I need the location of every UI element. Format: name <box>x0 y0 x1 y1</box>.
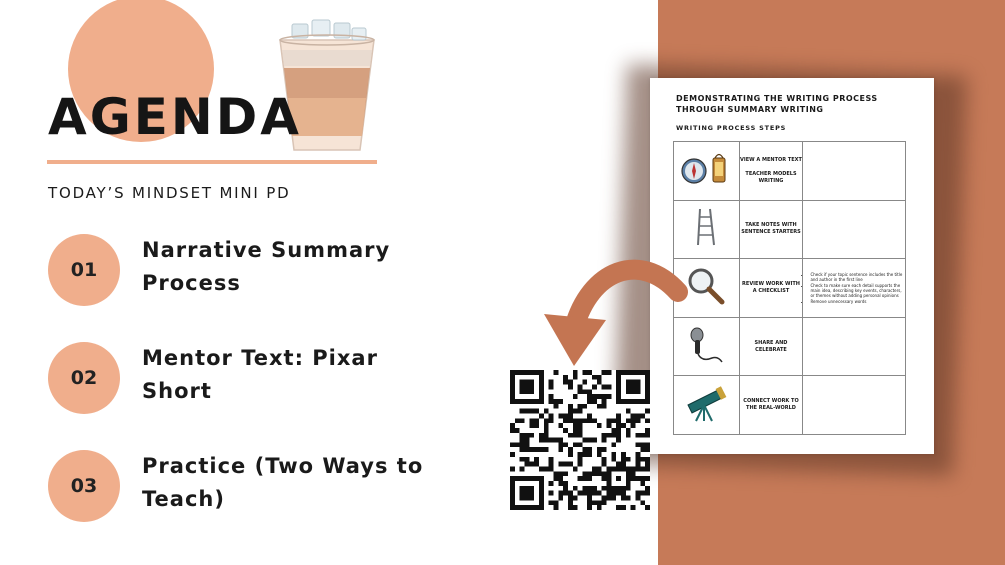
agenda-title: AGENDA <box>48 88 302 146</box>
checklist-notes <box>803 272 905 304</box>
agenda-item-text: Practice (Two Ways to Teach) <box>142 454 424 511</box>
ladder-icon <box>696 207 716 247</box>
agenda-number-badge: 01 <box>48 234 120 306</box>
table-row <box>674 376 906 435</box>
step-label-secondary: TEACHER MODELS WRITING <box>745 170 797 184</box>
writing-steps-table <box>673 141 906 435</box>
step-label: SHARE AND CELEBRATE <box>754 339 788 353</box>
worksheet-title: DEMONSTRATING THE WRITING PROCESS THROUGH SUMMARY WRITING <box>676 94 878 114</box>
step-label: VIEW A MENTOR TEXT <box>740 156 802 163</box>
step-label: CONNECT WORK TO THE REAL-WORLD <box>743 398 799 412</box>
agenda-item-3 <box>48 450 448 530</box>
agenda-subtitle: TODAY’S MINDSET MINI PD <box>48 184 291 202</box>
step-notes-empty <box>803 376 906 435</box>
magnifying-glass-icon <box>686 266 726 306</box>
table-row <box>674 259 906 318</box>
qr-code-icon <box>510 370 650 510</box>
table-row <box>674 142 906 201</box>
microphone-icon <box>688 326 724 364</box>
step-label: TAKE NOTES WITH SENTENCE STARTERS <box>741 222 801 236</box>
step-notes-empty <box>803 200 906 259</box>
agenda-item-2 <box>48 342 448 422</box>
agenda-item-1 <box>48 234 448 314</box>
agenda-number-badge: 02 <box>48 342 120 414</box>
table-row <box>674 200 906 259</box>
worksheet-document <box>650 78 934 454</box>
step-notes-empty <box>803 317 906 376</box>
checklist-item: • Check to make sure each detail supports the main idea, describing key events, characters, or themes without adding personal opinions <box>810 283 905 299</box>
title-divider <box>47 160 377 164</box>
agenda-item-text: Narrative Summary Process <box>142 238 391 295</box>
checklist-item: • Remove unnecessary words <box>810 299 905 304</box>
telescope-icon <box>684 383 728 423</box>
worksheet-subtitle: WRITING PROCESS STEPS <box>676 124 787 132</box>
curved-arrow-icon <box>530 250 690 370</box>
step-notes-empty <box>803 142 906 201</box>
agenda-number-badge: 03 <box>48 450 120 522</box>
agenda-item-text: Mentor Text: Pixar Short <box>142 346 378 403</box>
step-label: REVIEW WORK WITH A CHECKLIST <box>742 280 800 294</box>
compass-lantern-icon <box>680 150 732 188</box>
checklist-item: • Check if your topic sentence includes the title and author in the first line <box>810 272 905 283</box>
table-row <box>674 317 906 376</box>
